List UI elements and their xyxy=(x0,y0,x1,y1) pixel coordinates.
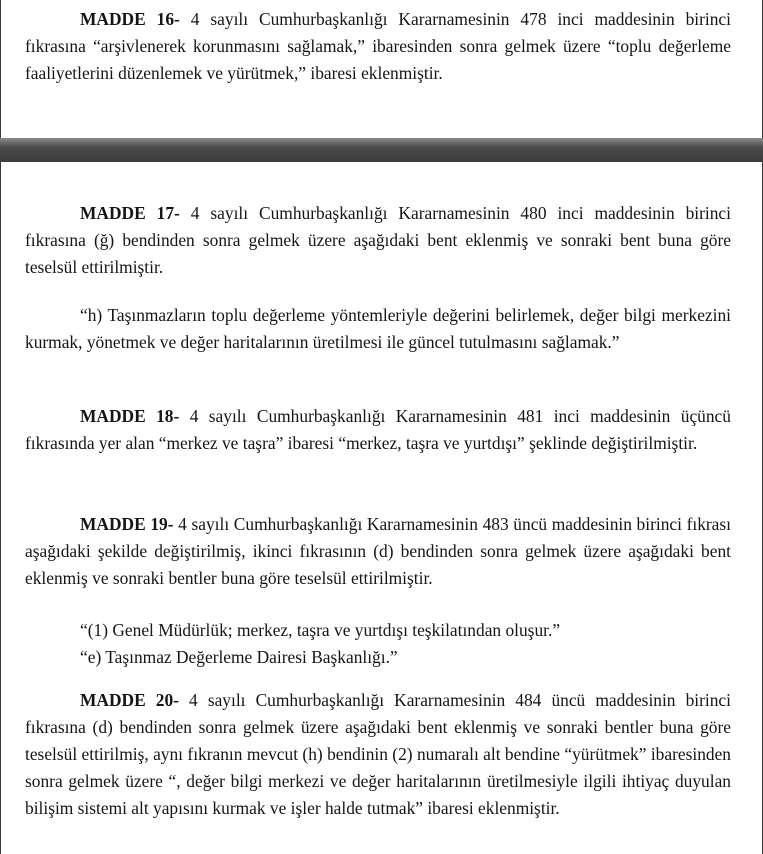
page-upper xyxy=(0,0,763,138)
article-19-quote-2: “e) Taşınmaz Değerleme Dairesi Başkanlığı.” xyxy=(80,647,398,667)
article-19-quote-1: “(1) Genel Müdürlük; merkez, taşra ve yurtdışı teşkilatından oluşur.” xyxy=(80,620,561,640)
page-lower xyxy=(0,162,763,854)
article-19-heading: MADDE 19- xyxy=(80,514,174,534)
article-17-heading: MADDE 17- xyxy=(80,203,180,223)
article-19 xyxy=(25,511,731,592)
article-16 xyxy=(25,6,731,87)
article-18-heading: MADDE 18- xyxy=(80,406,180,426)
page-divider xyxy=(0,138,763,162)
article-20-heading: MADDE 20- xyxy=(80,690,179,710)
article-17 xyxy=(25,200,731,281)
article-18 xyxy=(25,403,731,457)
article-20-text: 4 sayılı Cumhurbaşkanlığı Kararnamesinin 484 üncü maddesinin birinci fıkrasına (d) bendinden sonra gelmek üzere aşağıdaki bent eklenmiş ve sonraki bentler buna göre teselsül ettirilmiş, aynı fıkranın mevcut (h) bendinin (2) numaralı alt bendine “yürütmek” ibaresinden sonra gelmek üzere “, değer bilgi merkezi ve değer haritalarının üretilmesiyle ilgili ihtiyaç duyulan bilişim sistemi alt yapısını kurmak ve işler halde tutmak” ibaresi eklenmiştir. xyxy=(25,690,731,818)
article-16-text: 4 sayılı Cumhurbaşkanlığı Kararnamesinin 478 inci maddesinin birinci fıkrasına “arşivlenerek korunmasını sağlamak,” ibaresinden sonra gelmek üzere “toplu değerleme faaliyetlerini düzenlemek ve yürütmek,” ibaresi eklenmiştir. xyxy=(25,9,731,83)
article-17-text: 4 sayılı Cumhurbaşkanlığı Kararnamesinin 480 inci maddesinin birinci fıkrasına (ğ) bendinden sonra gelmek üzere aşağıdaki bent eklenmiş ve sonraki bent buna göre teselsül ettirilmiştir. xyxy=(25,203,731,277)
article-20 xyxy=(25,687,731,822)
article-19-text: 4 sayılı Cumhurbaşkanlığı Kararnamesinin 483 üncü maddesinin birinci fıkrası aşağıdaki şekilde değiştirilmiş, ikinci fıkrasının (d) bendinden sonra gelmek üzere aşağıdaki bent eklenmiş ve sonraki bentler buna göre teselsül ettirilmiştir. xyxy=(25,514,731,588)
article-18-text: 4 sayılı Cumhurbaşkanlığı Kararnamesinin 481 inci maddesinin üçüncü fıkrasında yer alan “merkez ve taşra” ibaresi “merkez, taşra ve yurtdışı” şeklinde değiştirilmiştir. xyxy=(25,406,731,453)
article-16-heading: MADDE 16- xyxy=(80,9,180,29)
article-17-quote: “h) Taşınmazların toplu değerleme yöntemleriyle değerini belirlemek, değer bilgi merkezini kurmak, yönetmek ve değer haritalarının üretilmesi ile güncel tutulmasını sağlamak.” xyxy=(25,305,731,352)
